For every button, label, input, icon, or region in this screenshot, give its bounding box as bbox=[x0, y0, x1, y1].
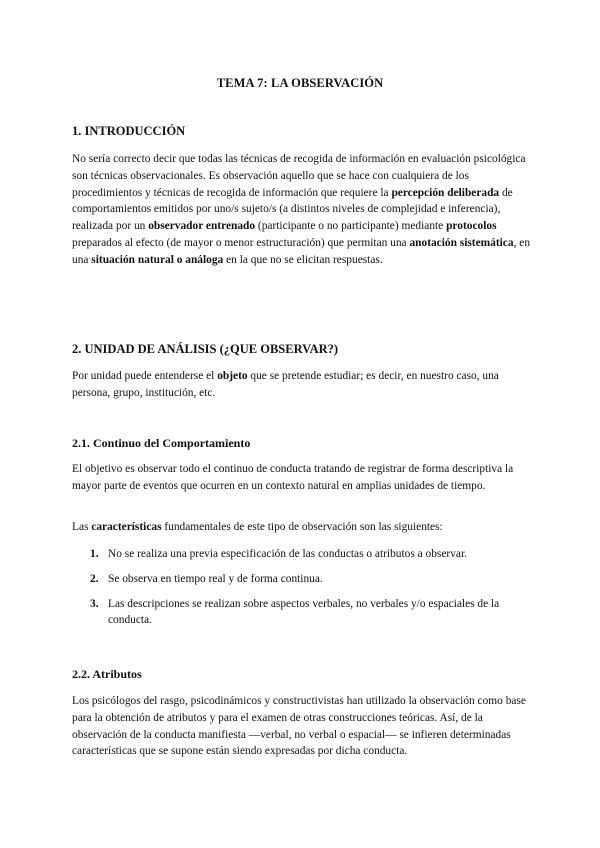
text-run: (participante o no participante) mediante bbox=[255, 220, 447, 233]
text-run: preparados al efecto (de mayor o menor estructuración) que permitan una bbox=[72, 236, 410, 249]
paragraph-continuo: El objetivo es observar todo el continuo de conducta tratando de registrar de forma descriptiva la mayor parte de eventos que ocurren en un contexto natural en amplias unidades de tiempo. bbox=[72, 463, 514, 492]
list-item-text: Las descripciones se realizan sobre aspectos verbales, no verbales y/o espaciales de la conducta. bbox=[108, 597, 500, 627]
list-item-text: No se realiza una previa especificación de las conductas o atributos a observar. bbox=[108, 548, 467, 560]
bold-term: situación natural o análoga bbox=[91, 253, 224, 266]
bold-term: anotación sistemática bbox=[409, 236, 514, 249]
list-number: 1. bbox=[90, 548, 99, 560]
heading-unidad-analisis: 2. UNIDAD DE ANÁLISIS (¿QUE OBSERVAR?) bbox=[72, 342, 339, 356]
document-title: TEMA 7: LA OBSERVACIÓN bbox=[216, 76, 384, 90]
list-number: 3. bbox=[90, 597, 99, 610]
paragraph-atributos: Los psicólogos del rasgo, psicodinámicos y constructivistas han utilizado la observación como base para la obtención de atributos y para el examen de otras construcciones teóricas. Así, de la observación de la conducta manifiesta —verbal, no verbal o espacial— se infieren determinadas características que se supone están siendo expresadas por dicha conducta. bbox=[72, 695, 526, 758]
text-run: , en una bbox=[72, 236, 531, 266]
heading-introduccion: 1. INTRODUCCIÓN bbox=[72, 124, 186, 138]
list-item bbox=[72, 546, 532, 563]
bold-term: protocolos bbox=[446, 220, 497, 233]
caracteristicas-list bbox=[72, 546, 532, 637]
text-run: No sería correcto decir que todas las técnicas de recogida de información en evaluación psicológica son técnicas observacionales. Es observación aquello que se hace con cualquiera de los procedimientos y técnicas de recogida de información que requiere la bbox=[72, 153, 526, 199]
list-item-text: Se observa en tiempo real y de forma continua. bbox=[108, 572, 323, 585]
bold-term: objeto bbox=[217, 370, 248, 382]
text-run: fundamentales de este tipo de observación son las siguientes: bbox=[161, 521, 443, 533]
paragraph-unidad-analisis bbox=[72, 368, 532, 402]
list-item bbox=[72, 596, 532, 630]
paragraph-caracteristicas bbox=[72, 519, 532, 536]
text-run: que se pretende estudiar; es decir, en nuestro caso, una persona, grupo, institución, etc. bbox=[72, 370, 499, 399]
bold-term: percepción deliberada bbox=[391, 186, 500, 199]
bold-term: observador entrenado bbox=[148, 220, 256, 233]
text-run: Las bbox=[72, 521, 92, 533]
paragraph-introduccion bbox=[72, 151, 532, 269]
heading-continuo: 2.1. Continuo del Comportamiento bbox=[72, 436, 251, 450]
bold-term: características bbox=[91, 521, 162, 533]
list-number: 2. bbox=[90, 572, 99, 585]
text-run: de comportamientos emitidos por uno/s sujeto/s (a distintos niveles de complejidad e inferencia), realizada por un bbox=[72, 186, 513, 233]
heading-atributos: 2.2. Atributos bbox=[72, 667, 142, 681]
list-item bbox=[72, 571, 532, 588]
text-run: en la que no se elicitan respuestas. bbox=[223, 253, 383, 266]
text-run: Por unidad puede entenderse el bbox=[72, 370, 218, 382]
